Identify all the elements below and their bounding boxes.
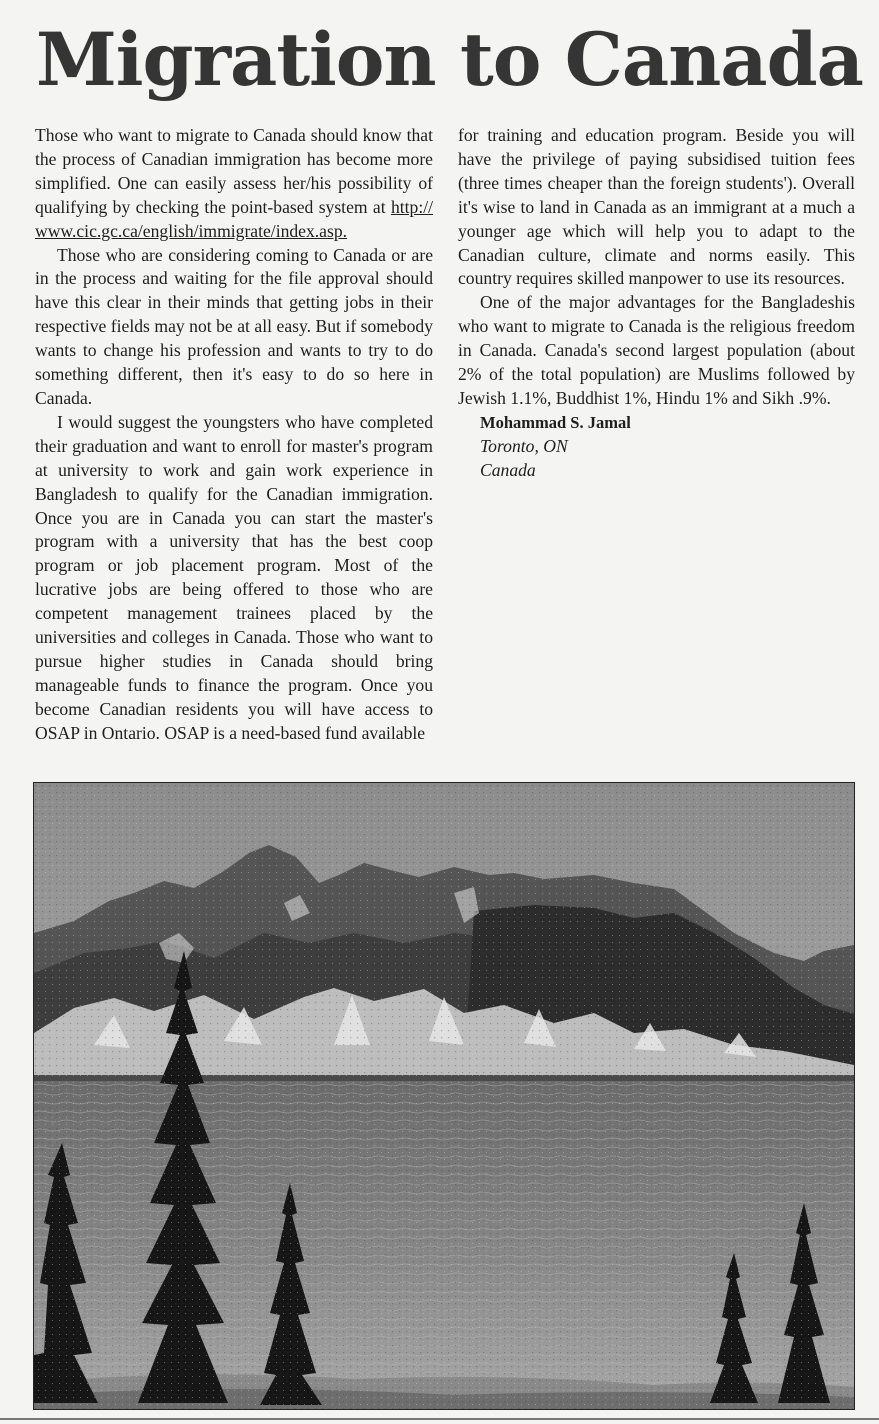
paragraph-3: I would suggest the youngsters who have completed their graduation and want to enroll for master's program at university to work and gain work experience in Bangladesh to qualify for the Canadian immigration. Once you are in Canada you can start the master's program with a university that has the best coop program or job placement program. Most of the lucrative jobs are being offered to those who are competent management trainees placed by the universities and colleges in Canada. Those who want to pursue higher studies in Canada should bring manageable funds to finance the program. Once you become Canadian residents you will have access to OSAP in Ontario. OSAP is a need-based fund available: [35, 411, 433, 743]
landscape-photo: [33, 782, 855, 1410]
author-city: Toronto, ON: [480, 435, 568, 456]
article-column-left: [35, 124, 433, 746]
bottom-rule: [0, 1418, 879, 1420]
immigration-url[interactable]: http://www.cic.gc.ca/english/immigrate/index.asp.: [35, 196, 433, 241]
paragraph-2: Those who are considering coming to Canada or are in the process and waiting for the file approval should have this clear in their minds that getting jobs in their respective fields may not be at all easy. But if somebody wants to change his profession and wants to try to do something different, then it's easy to do so here in Canada.: [35, 244, 433, 408]
paragraph-3-continued: for training and education program. Beside you will have the privilege of paying subsidised tuition fees (three times cheaper than the foreign students'). Overall it's wise to land in Canada as an immigrant at a much a younger age which will help you to adapt to the Canadian culture, climate and norms easily. This country requires skilled manpower to use its resources.: [458, 125, 855, 289]
mountain-lake-image: [34, 783, 854, 1409]
headline: Migration to Canada: [36, 17, 863, 103]
paragraph-4: One of the major advantages for the Bangladeshis who want to migrate to Canada is the religious freedom in Canada. Canada's second largest population (about 2% of the total population) are Muslims followed by Jewish 1.1%, Buddhist 1%, Hindu 1% and Sikh .9%.: [458, 292, 855, 408]
author-name: Mohammad S. Jamal: [480, 412, 631, 432]
halftone-grain: [34, 783, 854, 1409]
article-column-right: [458, 124, 855, 483]
author-country: Canada: [480, 459, 536, 480]
paragraph-1-text: Those who want to migrate to Canada should know that the process of Canadian immigration has become more simplified. One can easily assess her/his possibility of qualifying by checking the point-based system at: [35, 125, 433, 217]
paragraph-1: [35, 124, 433, 244]
